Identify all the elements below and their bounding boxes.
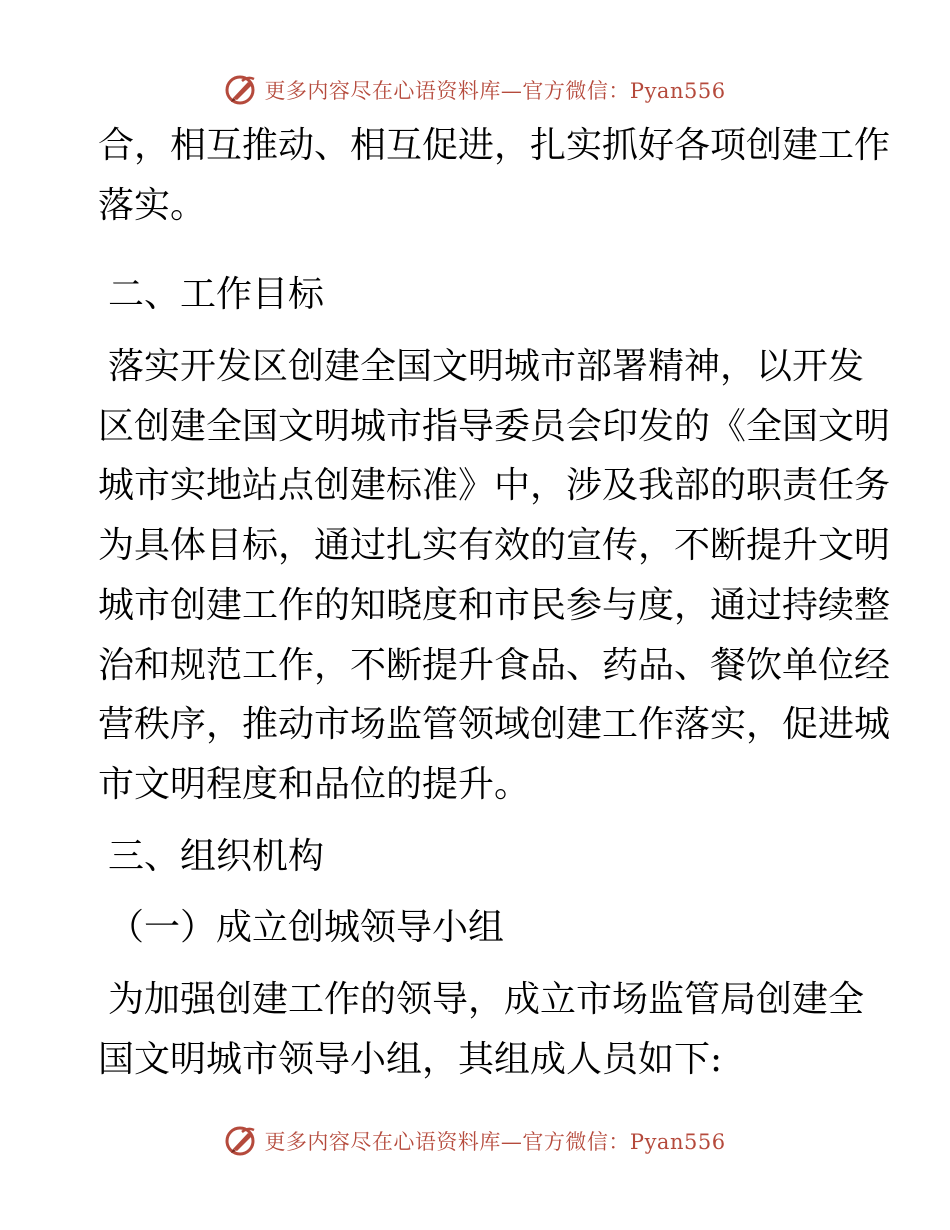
paragraph-line: 落实开发区创建全国文明城市部署精神，以开发	[108, 346, 865, 388]
paragraph-line: 营秩序，推动市场监管领域创建工作落实，促进城	[98, 704, 891, 746]
document-body	[98, 116, 891, 1089]
paragraph-line: 治和规范工作，不断提升食品、药品、餐饮单位经	[98, 644, 891, 686]
paragraph-line: 区创建全国文明城市指导委员会印发的《全国文明	[98, 405, 891, 447]
paragraph-line: 合，相互推动、相互促进，扎实抓好各项创建工作	[98, 125, 891, 166]
paragraph-line: 落实。	[98, 184, 207, 226]
spacer	[98, 886, 858, 898]
paragraph-line: 国文明城市领导小组，其组成人员如下:	[98, 1038, 723, 1080]
watermark-footer	[0, 1121, 950, 1161]
subsection-heading: （一）成立创城领导小组	[108, 907, 505, 949]
paragraph-line: 城市创建工作的知晓度和市民参与度，通过持续整	[98, 584, 891, 626]
pen-in-circle-logo-icon	[224, 1124, 258, 1158]
watermark-text: 更多内容尽在心语资料库—官方微信：Pyan556	[264, 79, 726, 103]
spacer	[98, 325, 858, 337]
watermark-header	[0, 70, 950, 110]
section-heading-organization: 三、组织机构	[108, 835, 325, 877]
paragraph-line: 为加强创建工作的领导，成立市场监管局创建全	[108, 978, 865, 1020]
paragraph-line: 城市实地站点创建标准》中，涉及我部的职责任务	[98, 465, 891, 507]
watermark-text: 更多内容尽在心语资料库—官方微信：Pyan556	[264, 1130, 726, 1154]
pen-in-circle-logo-icon	[224, 73, 258, 107]
paragraph-line: 为具体目标，通过扎实有效的宣传，不断提升文明	[98, 525, 891, 567]
spacer	[98, 958, 858, 970]
spacer	[98, 815, 858, 827]
paragraph-line: 市文明程度和品位的提升。	[98, 763, 531, 805]
section-heading-goals: 二、工作目标	[108, 274, 325, 316]
spacer	[98, 235, 858, 265]
